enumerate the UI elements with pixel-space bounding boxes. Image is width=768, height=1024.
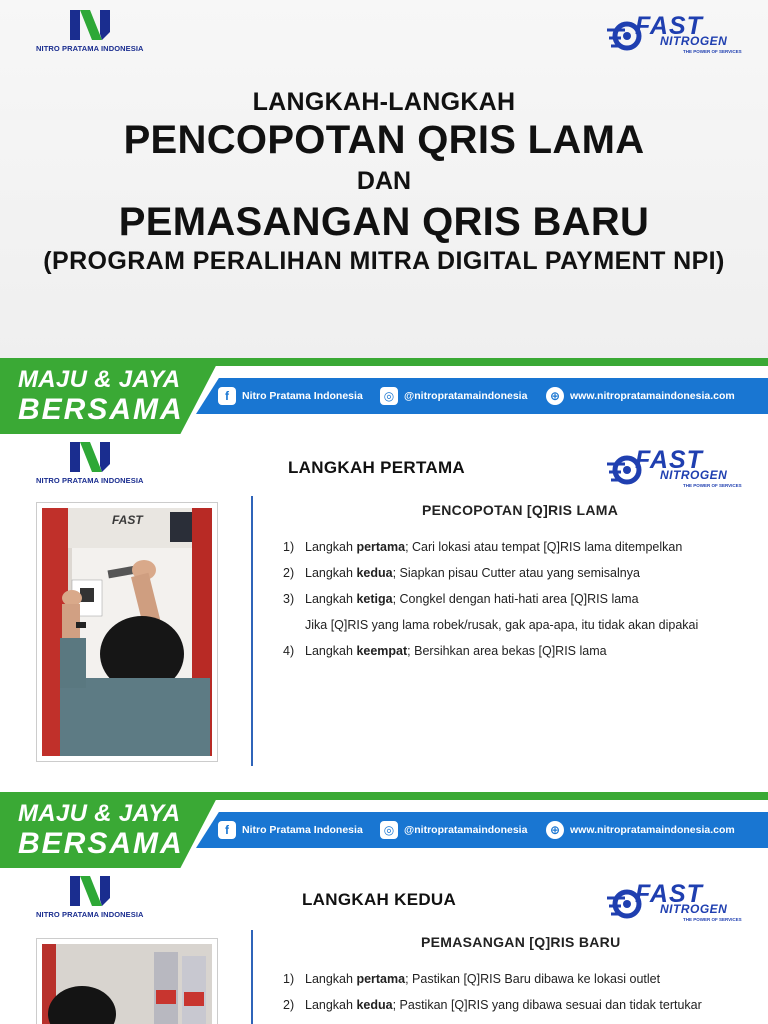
instagram-label: @nitropratamaindonesia (404, 824, 528, 836)
banner-maju-text: MAJU & JAYA (18, 800, 181, 827)
instagram-icon: ◎ (380, 821, 398, 839)
npi-logo (36, 874, 144, 919)
nitrogen-word: NITROGEN (660, 34, 728, 48)
power-tagline: THE POWER OF SERVICES (683, 49, 742, 54)
globe-icon: ⊕ (546, 821, 564, 839)
fast-word: FAST (635, 880, 703, 908)
step-1-item-1: 1) Langkah pertama; Cari lokasi atau tempat [Q]RIS lama ditempelkan (283, 540, 683, 554)
banner-maju-text: MAJU & JAYA (18, 366, 181, 393)
facebook-label: Nitro Pratama Indonesia (242, 824, 363, 836)
banner-1 (0, 358, 768, 434)
fast-word: FAST (635, 446, 703, 474)
facebook-icon: f (218, 387, 236, 405)
globe-icon: ⊕ (546, 387, 564, 405)
website-link[interactable] (546, 387, 735, 405)
fast-nitrogen-logo (605, 444, 745, 496)
fast-nitrogen-logo (605, 878, 745, 930)
npi-logo (36, 440, 144, 485)
step-1-divider (251, 496, 253, 766)
nitrogen-word: NITROGEN (660, 902, 728, 916)
website-link[interactable] (546, 821, 735, 839)
facebook-icon: f (218, 821, 236, 839)
step-1-item-2: 2) Langkah kedua; Siapkan pisau Cutter atau yang semisalnya (283, 566, 640, 580)
photo-fast-sign: FAST (112, 513, 143, 527)
website-label: www.nitropratamaindonesia.com (570, 824, 735, 836)
title-line-3: DAN (356, 167, 412, 195)
step-1-item-3: 3) Langkah ketiga; Congkel dengan hati-hati area [Q]RIS lama (283, 592, 639, 606)
step-2-section (0, 868, 768, 1024)
step-1-heading: LANGKAH PERTAMA (288, 458, 466, 477)
banner-2 (0, 792, 768, 868)
step-1-list (283, 540, 698, 670)
step-2-divider (251, 930, 253, 1024)
nitrogen-word: NITROGEN (660, 468, 728, 482)
step-1-subheading: PENCOPOTAN [Q]RIS LAMA (422, 502, 619, 518)
step-2-photo-image (42, 944, 212, 1024)
title-line-4: PEMASANGAN QRIS BARU (118, 200, 650, 244)
website-label: www.nitropratamaindonesia.com (570, 390, 735, 402)
instagram-label: @nitropratamaindonesia (404, 390, 528, 402)
banner-bersama-text: BERSAMA (18, 393, 184, 426)
instagram-link[interactable] (380, 821, 527, 839)
power-tagline: THE POWER OF SERVICES (683, 483, 742, 488)
title-line-5: (PROGRAM PERALIHAN MITRA DIGITAL PAYMENT NPI) (43, 247, 725, 275)
title-section (0, 0, 768, 360)
step-1-photo (36, 502, 218, 762)
step-2-subheading: PEMASANGAN [Q]RIS BARU (421, 934, 621, 950)
facebook-link[interactable] (218, 387, 363, 405)
step-1-item-3-note: Jika [Q]RIS yang lama robek/rusak, gak apa-apa, itu tidak akan dipakai (305, 618, 699, 632)
step-2-item-2: 2) Langkah kedua; Pastikan [Q]RIS yang dibawa sesuai dan tidak tertukar (283, 998, 702, 1012)
step-1-item-4: 4) Langkah keempat; Bersihkan area bekas [Q]RIS lama (283, 644, 607, 658)
npi-caption: NITRO PRATAMA INDONESIA (36, 476, 144, 485)
main-title (0, 88, 768, 276)
step-1-section (0, 434, 768, 790)
npi-logo-icon (68, 440, 112, 474)
facebook-label: Nitro Pratama Indonesia (242, 390, 363, 402)
npi-logo (36, 8, 144, 53)
step-2-list (283, 972, 702, 1024)
npi-logo-icon (68, 8, 112, 42)
title-line-1: LANGKAH-LANGKAH (252, 88, 516, 116)
fast-word: FAST (635, 12, 703, 40)
fast-nitrogen-logo (605, 10, 745, 62)
instagram-link[interactable] (380, 387, 527, 405)
step-2-heading: LANGKAH KEDUA (302, 890, 457, 909)
step-2-photo (36, 938, 218, 1024)
npi-logo-icon (68, 874, 112, 908)
npi-caption: NITRO PRATAMA INDONESIA (36, 910, 144, 919)
facebook-link[interactable] (218, 821, 363, 839)
instagram-icon: ◎ (380, 387, 398, 405)
title-line-2: PENCOPOTAN QRIS LAMA (123, 118, 645, 162)
step-2-item-1: 1) Langkah pertama; Pastikan [Q]RIS Baru dibawa ke lokasi outlet (283, 972, 661, 986)
npi-caption: NITRO PRATAMA INDONESIA (36, 44, 144, 53)
power-tagline: THE POWER OF SERVICES (683, 917, 742, 922)
step-1-photo-image (42, 508, 212, 756)
banner-bersama-text: BERSAMA (18, 827, 184, 860)
